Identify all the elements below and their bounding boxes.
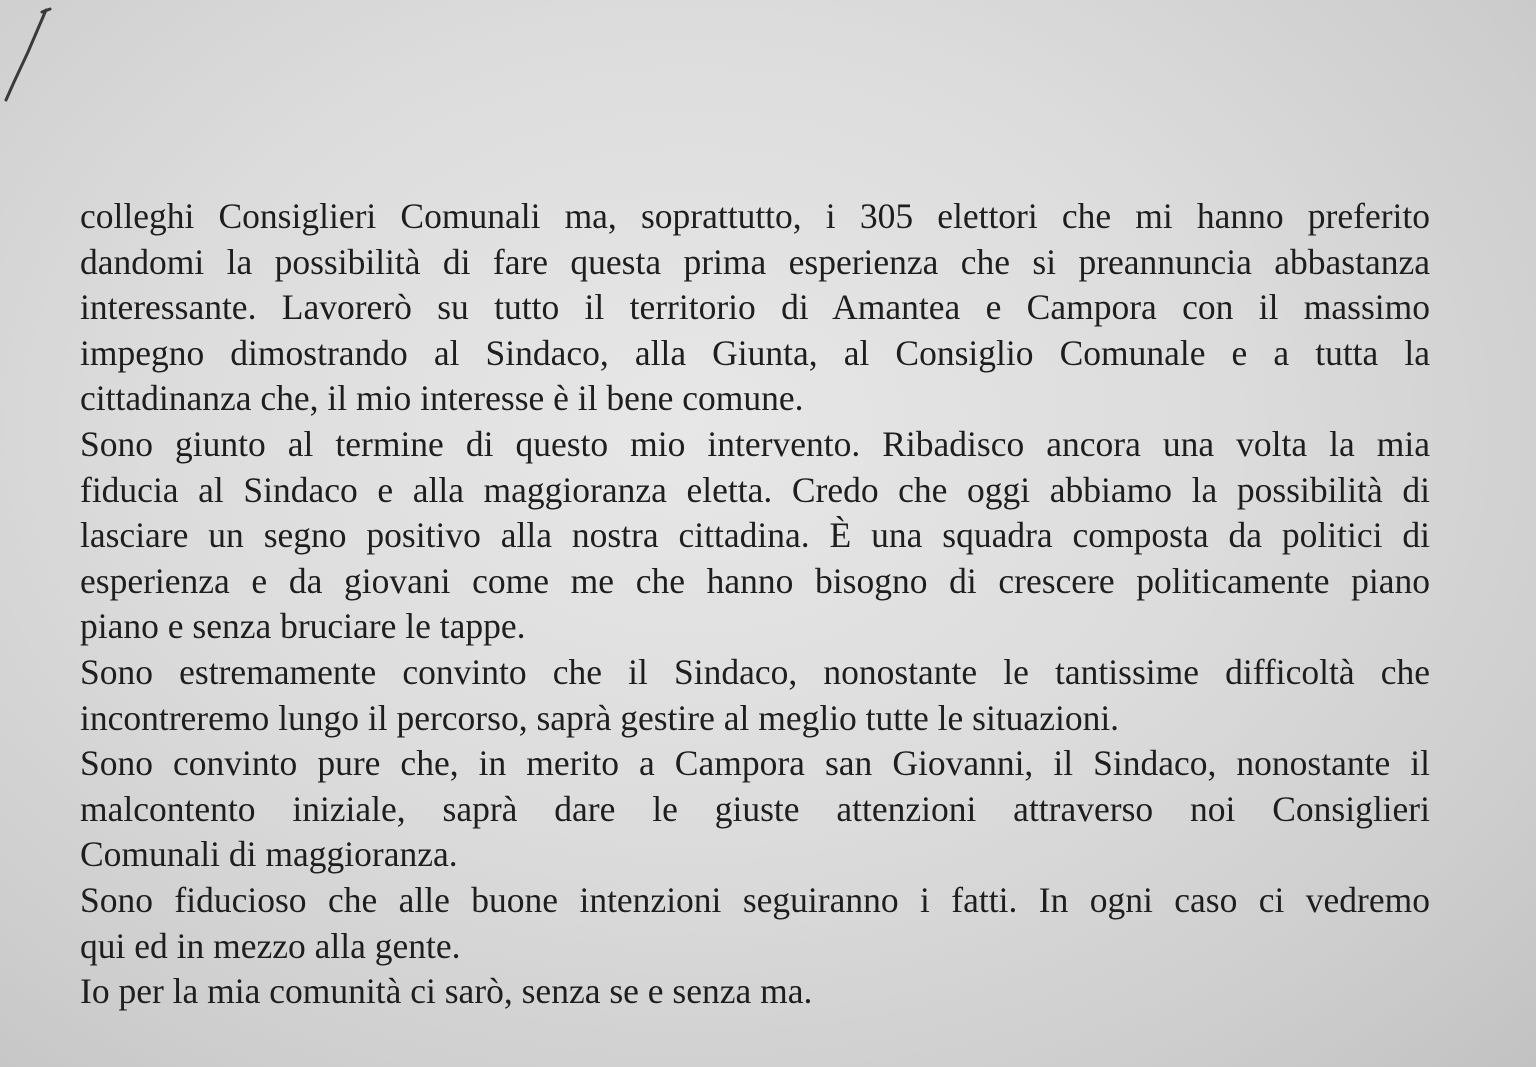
text-line: Io per la mia comunità ci sarò, senza se e senza ma. [80, 971, 813, 1012]
text-line: lasciare un segno positivo alla nostra cittadina. È una squadra composta da politici di [80, 515, 1430, 556]
text-line: cittadinanza che, il mio interesse è il bene comune. [80, 378, 804, 419]
text-line: fiducia al Sindaco e alla maggioranza eletta. Credo che oggi abbiamo la possibilità di [80, 469, 1430, 510]
text-line: impegno dimostrando al Sindaco, alla Giunta, al Consiglio Comunale e a tutta la [80, 332, 1430, 373]
text-line: malcontento iniziale, saprà dare le giuste attenzioni attraverso noi Consiglieri [80, 788, 1430, 829]
text-line: qui ed in mezzo alla gente. [80, 925, 461, 966]
text-line: colleghi Consiglieri Comunali ma, soprattutto, i 305 elettori che mi hanno preferito [80, 196, 1430, 236]
letter-body [80, 194, 1430, 1015]
text-line: Sono estremamente convinto che il Sindaco, nonostante le tantissime difficoltà che [80, 651, 1430, 692]
text-line: piano e senza bruciare le tappe. [80, 606, 526, 647]
text-line: Sono convinto pure che, in merito a Campora san Giovanni, il Sindaco, nonostante il [80, 743, 1430, 784]
text-line: Comunali di maggioranza. [80, 834, 458, 875]
pen-stroke-mark [0, 0, 60, 110]
text-line: Sono fiducioso che alle buone intenzioni seguiranno i fatti. In ogni caso ci vedremo [80, 879, 1430, 920]
text-line: Sono giunto al termine di questo mio intervento. Ribadisco ancora una volta la mia [80, 423, 1430, 464]
text-line: dandomi la possibilità di fare questa prima esperienza che si preannuncia abbastanza [80, 241, 1430, 282]
text-line: esperienza e da giovani come me che hanno bisogno di crescere politicamente piano [80, 560, 1430, 601]
text-line: interessante. Lavorerò su tutto il territorio di Amantea e Campora con il massimo [80, 287, 1430, 328]
text-line: incontreremo lungo il percorso, saprà gestire al meglio tutte le situazioni. [80, 697, 1120, 738]
